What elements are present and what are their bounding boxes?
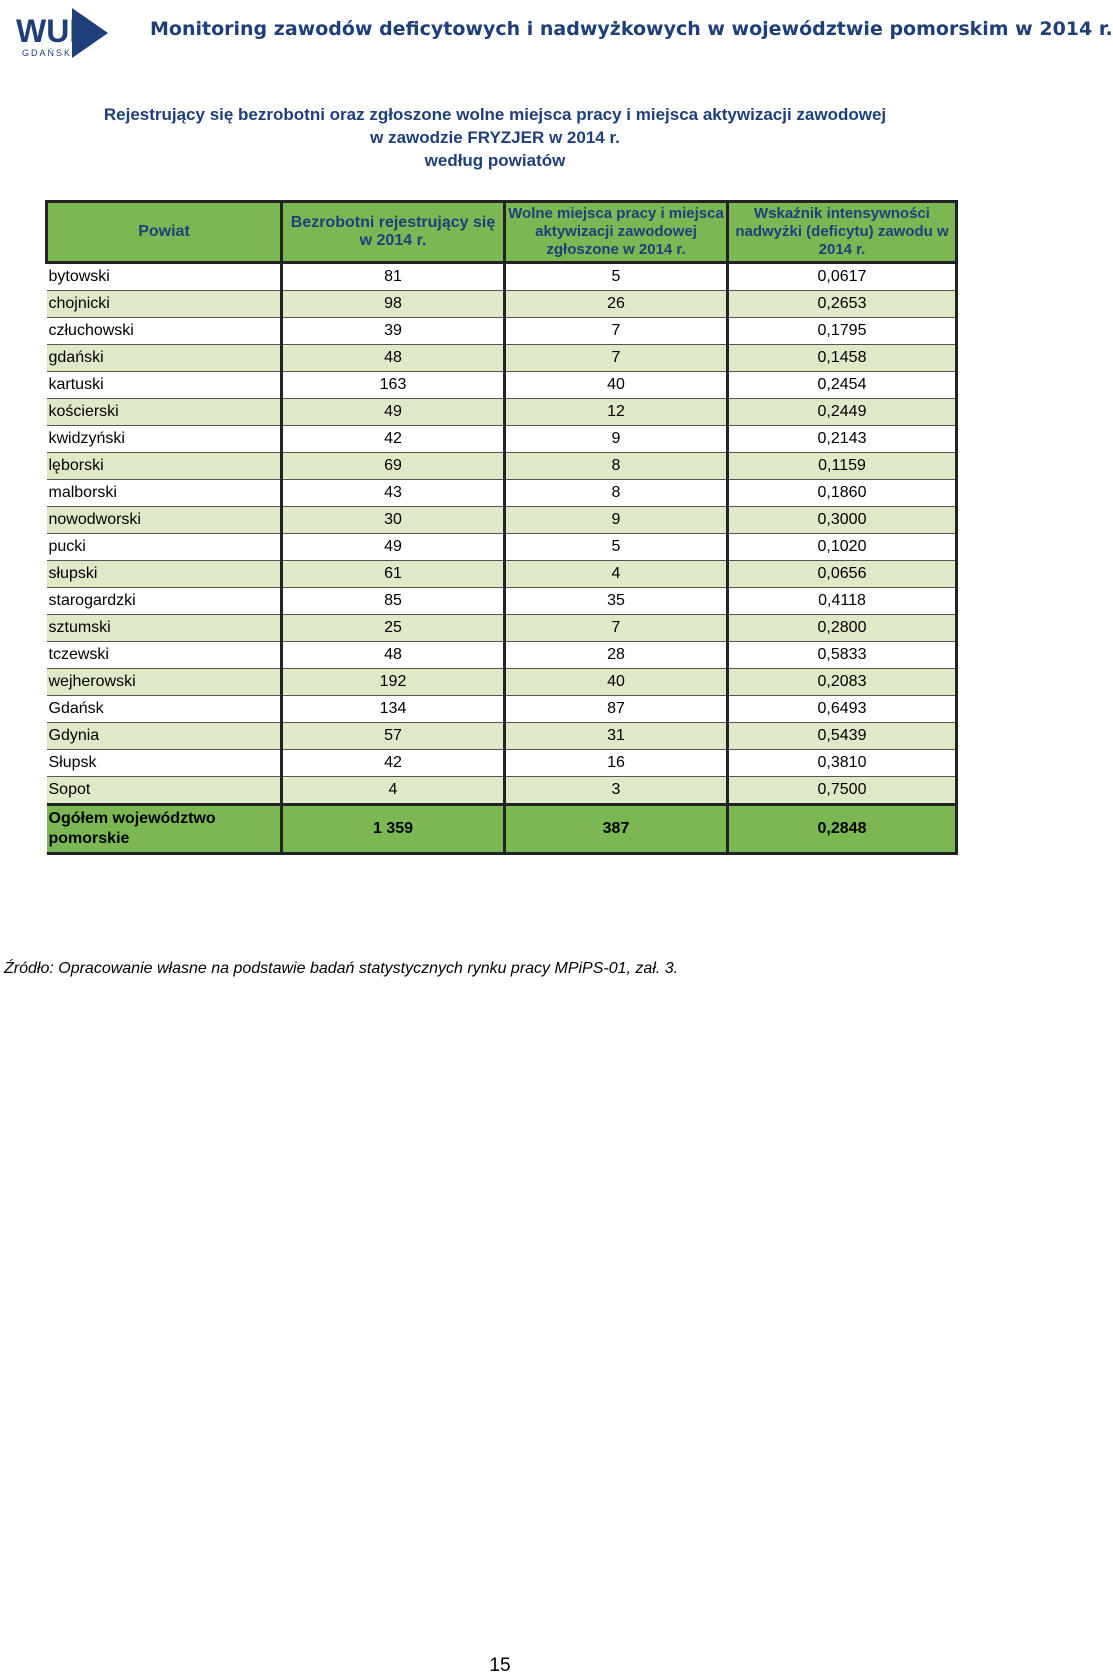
cell-wskaznik: 0,5439	[728, 723, 957, 750]
logo-text: WUP	[16, 13, 91, 49]
table-row	[47, 723, 957, 750]
table-body	[47, 263, 957, 854]
cell-powiat: Gdynia	[47, 723, 282, 750]
col-header-bezrobotni: Bezrobotni rejestrujący się w 2014 r.	[282, 202, 505, 263]
cell-wolne: 9	[505, 507, 728, 534]
cell-wskaznik: 0,3000	[728, 507, 957, 534]
cell-bezrobotni: 85	[282, 588, 505, 615]
cell-powiat: sztumski	[47, 615, 282, 642]
cell-wolne: 26	[505, 291, 728, 318]
cell-wskaznik: 0,0656	[728, 561, 957, 588]
table-row	[47, 534, 957, 561]
cell-wolne: 7	[505, 345, 728, 372]
cell-wolne: 7	[505, 318, 728, 345]
cell-bezrobotni: 25	[282, 615, 505, 642]
cell-powiat: pucki	[47, 534, 282, 561]
cell-wolne: 7	[505, 615, 728, 642]
cell-wskaznik: 0,2143	[728, 426, 957, 453]
col-header-powiat: Powiat	[47, 202, 282, 263]
cell-wskaznik: 0,7500	[728, 777, 957, 805]
cell-wolne: 40	[505, 372, 728, 399]
cell-bezrobotni: 39	[282, 318, 505, 345]
cell-bezrobotni: 163	[282, 372, 505, 399]
cell-wolne: 12	[505, 399, 728, 426]
cell-wolne: 28	[505, 642, 728, 669]
cell-wskaznik: 0,4118	[728, 588, 957, 615]
cell-wskaznik: 0,5833	[728, 642, 957, 669]
cell-wolne: 8	[505, 480, 728, 507]
cell-bezrobotni: 49	[282, 399, 505, 426]
cell-wskaznik: 0,2800	[728, 615, 957, 642]
cell-powiat: tczewski	[47, 642, 282, 669]
cell-wolne: 4	[505, 561, 728, 588]
title-line-2: w zawodzie FRYZJER w 2014 r.	[370, 128, 620, 147]
table-row	[47, 642, 957, 669]
cell-bezrobotni: 48	[282, 642, 505, 669]
table-row	[47, 669, 957, 696]
cell-wolne: 87	[505, 696, 728, 723]
cell-wskaznik: 0,2449	[728, 399, 957, 426]
table-row	[47, 291, 957, 318]
cell-wolne: 35	[505, 588, 728, 615]
document-title	[60, 103, 930, 172]
wup-logo	[14, 6, 110, 60]
cell-bezrobotni: 42	[282, 426, 505, 453]
table-row	[47, 318, 957, 345]
cell-bezrobotni: 134	[282, 696, 505, 723]
cell-bezrobotni: 49	[282, 534, 505, 561]
cell-wolne: 31	[505, 723, 728, 750]
cell-bezrobotni: 4	[282, 777, 505, 805]
table-row	[47, 345, 957, 372]
cell-bezrobotni: 98	[282, 291, 505, 318]
cell-bezrobotni: 69	[282, 453, 505, 480]
cell-powiat: starogardzki	[47, 588, 282, 615]
title-line-3: według powiatów	[424, 151, 566, 170]
cell-wolne: 5	[505, 263, 728, 291]
cell-wskaznik: 0,1860	[728, 480, 957, 507]
cell-bezrobotni: 48	[282, 345, 505, 372]
table-row	[47, 372, 957, 399]
cell-wskaznik: 0,6493	[728, 696, 957, 723]
page-number: 15	[489, 1655, 511, 1676]
table-row	[47, 615, 957, 642]
total-powiat: Ogółem województwo pomorskie	[47, 805, 282, 854]
table-row	[47, 426, 957, 453]
cell-powiat: kościerski	[47, 399, 282, 426]
cell-wskaznik: 0,3810	[728, 750, 957, 777]
logo-subtext: GDAŃSK	[22, 48, 73, 58]
cell-wskaznik: 0,1458	[728, 345, 957, 372]
cell-powiat: kartuski	[47, 372, 282, 399]
table-row	[47, 453, 957, 480]
cell-powiat: bytowski	[47, 263, 282, 291]
cell-bezrobotni: 57	[282, 723, 505, 750]
cell-powiat: wejherowski	[47, 669, 282, 696]
cell-wskaznik: 0,1020	[728, 534, 957, 561]
cell-powiat: człuchowski	[47, 318, 282, 345]
cell-wolne: 8	[505, 453, 728, 480]
cell-wolne: 16	[505, 750, 728, 777]
running-header: Monitoring zawodów deficytowych i nadwyżkowych w województwie pomorskim w 2014 r.	[150, 18, 1113, 40]
cell-bezrobotni: 81	[282, 263, 505, 291]
table-row	[47, 399, 957, 426]
cell-wolne: 40	[505, 669, 728, 696]
col-header-wskaznik: Wskaźnik intensywności nadwyżki (deficytu) zawodu w 2014 r.	[728, 202, 957, 263]
table-row	[47, 507, 957, 534]
table-row	[47, 561, 957, 588]
cell-powiat: Słupsk	[47, 750, 282, 777]
cell-powiat: chojnicki	[47, 291, 282, 318]
table-row	[47, 777, 957, 805]
cell-wskaznik: 0,2653	[728, 291, 957, 318]
powiat-table	[45, 200, 958, 855]
cell-wskaznik: 0,1795	[728, 318, 957, 345]
cell-wskaznik: 0,1159	[728, 453, 957, 480]
cell-wskaznik: 0,2083	[728, 669, 957, 696]
table-row	[47, 696, 957, 723]
cell-wskaznik: 0,0617	[728, 263, 957, 291]
title-line-1: Rejestrujący się bezrobotni oraz zgłoszone wolne miejsca pracy i miejsca aktywizacji zawodowej	[103, 105, 887, 124]
table-header-row	[47, 202, 957, 263]
cell-bezrobotni: 42	[282, 750, 505, 777]
cell-bezrobotni: 192	[282, 669, 505, 696]
cell-bezrobotni: 61	[282, 561, 505, 588]
cell-powiat: lęborski	[47, 453, 282, 480]
cell-powiat: malborski	[47, 480, 282, 507]
cell-powiat: Sopot	[47, 777, 282, 805]
cell-bezrobotni: 30	[282, 507, 505, 534]
cell-powiat: Gdańsk	[47, 696, 282, 723]
table-row	[47, 750, 957, 777]
cell-wolne: 9	[505, 426, 728, 453]
total-row	[47, 805, 957, 854]
total-wskaznik: 0,2848	[728, 805, 957, 854]
cell-wskaznik: 0,2454	[728, 372, 957, 399]
cell-wolne: 3	[505, 777, 728, 805]
total-wolne: 387	[505, 805, 728, 854]
col-header-wolne-miejsca: Wolne miejsca pracy i miejsca aktywizacji zawodowej zgłoszone w 2014 r.	[505, 202, 728, 263]
source-note: Źródło: Opracowanie własne na podstawie badań statystycznych rynku pracy MPiPS-01, zał. 3.	[4, 960, 679, 977]
cell-powiat: kwidzyński	[47, 426, 282, 453]
cell-wolne: 5	[505, 534, 728, 561]
cell-powiat: słupski	[47, 561, 282, 588]
total-bezrobotni: 1 359	[282, 805, 505, 854]
table-row	[47, 588, 957, 615]
cell-powiat: nowodworski	[47, 507, 282, 534]
table-row	[47, 263, 957, 291]
table-row	[47, 480, 957, 507]
cell-bezrobotni: 43	[282, 480, 505, 507]
cell-powiat: gdański	[47, 345, 282, 372]
